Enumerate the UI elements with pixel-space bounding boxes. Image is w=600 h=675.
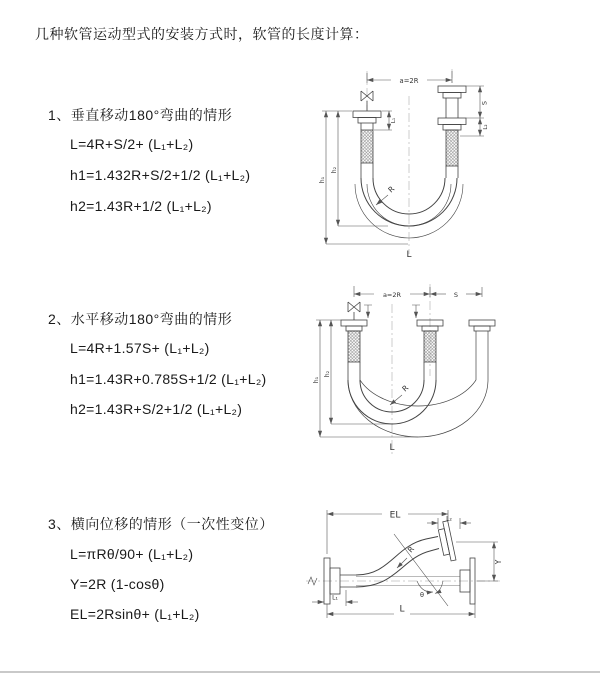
dim-label-h1: h₁ <box>313 376 320 384</box>
dim-label-el: EL <box>389 510 401 521</box>
diagram-lateral-displacement <box>298 496 600 661</box>
dim-label-h2: h₂ <box>324 370 331 378</box>
dimension-lines <box>322 71 484 244</box>
break-mark <box>308 577 317 585</box>
dimension-labels <box>319 77 489 260</box>
dimension-lines <box>316 286 482 437</box>
dim-label-l2: L₂ <box>446 515 452 523</box>
dim-label-y: Y <box>494 559 503 565</box>
section1-formula-h1: h1=1.432R+S/2+1/2 (L₁+L₂) <box>70 167 251 183</box>
section2-formula-h1: h1=1.43R+0.785S+1/2 (L₁+L₂) <box>70 371 267 387</box>
section1-formula-h2: h2=1.43R+1/2 (L₁+L₂) <box>70 198 212 214</box>
braided-hose-section <box>348 331 360 362</box>
section2-formula-l: L=4R+1.57S+ (L₁+L₂) <box>70 340 210 356</box>
diagram-horizontal-180-bend <box>306 280 598 465</box>
dim-label-h1: h₁ <box>319 176 326 184</box>
section2-heading: 2、水平移动180°弯曲的情形 <box>48 311 233 327</box>
braided-hose-section <box>446 130 458 166</box>
dim-label-a2r: a=2R <box>399 76 419 85</box>
section1-formula-l: L=4R+S/2+ (L₁+L₂) <box>70 136 194 152</box>
dim-label-l1: L₁ <box>332 594 338 602</box>
braided-hose-section <box>424 331 436 362</box>
dim-label-s: S <box>453 290 459 299</box>
braided-hose-section <box>361 130 373 163</box>
dim-label-r: R <box>386 184 397 195</box>
scan-bottom-edge <box>0 671 600 673</box>
dim-label-a2r: a=2R <box>382 290 402 299</box>
dim-label-l2: L₂ <box>483 124 489 130</box>
hose-drawing <box>308 521 475 606</box>
section3-formula-el: EL=2Rsinθ+ (L₁+L₂) <box>70 606 200 622</box>
dim-label-l1: L₁ <box>391 117 397 124</box>
dim-label-r: R <box>400 383 411 394</box>
section3-heading: 3、横向位移的情形（一次性变位） <box>48 516 274 532</box>
section3-formula-y: Y=2R (1-cosθ) <box>70 576 165 592</box>
section1-heading: 1、垂直移动180°弯曲的情形 <box>48 107 233 123</box>
hose-drawing <box>341 302 495 437</box>
hose-drawing <box>353 86 466 238</box>
dim-label-l: L <box>389 443 395 453</box>
section2-formula-h2: h2=1.43R+S/2+1/2 (L₁+L₂) <box>70 401 243 417</box>
dimension-labels <box>332 511 503 615</box>
page-title: 几种软管运动型式的安装方式时，软管的长度计算： <box>35 26 369 42</box>
diagram-vertical-180-bend <box>312 66 590 266</box>
section3-formula-l: L=πRθ/90+ (L₁+L₂) <box>70 546 194 562</box>
dim-label-s: S <box>480 100 489 106</box>
dim-label-theta: θ <box>420 591 424 599</box>
valve-icon <box>348 302 360 320</box>
dim-label-l: L <box>399 604 405 615</box>
dim-label-r: R <box>405 544 416 555</box>
dim-label-h2: h₂ <box>331 166 338 174</box>
dim-label-l: L <box>406 250 412 260</box>
